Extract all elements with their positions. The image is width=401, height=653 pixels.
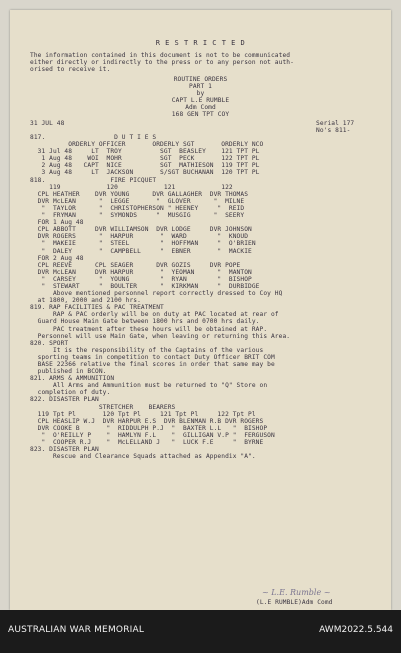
security-warning [30, 52, 294, 73]
body-line: 119 Tpt Pl 120 Tpt Pl 121 Tpt Pl 122 Tpt Pl [30, 410, 256, 418]
body-line: Rescue and Clearance Squads attached as Appendix "A". [30, 453, 256, 461]
body-line: CPL ABBOTT DVR WILLIAMSON DVR LODGE DVR JOHNSON [30, 226, 252, 234]
body-line: CPL HEASLIP W.J DVR HARPUR E.S DVR BLENMAN R.B DVR ROGERS [30, 417, 264, 425]
accession-number: AWM2022.5.544 [319, 625, 393, 635]
body-line: 820. SPORT [30, 339, 69, 347]
body-line: 119 120 121 122 [30, 183, 233, 191]
body-line: " STEWART " BOULTER " KIRKMAN " DURBIDGE [30, 282, 260, 290]
body-line: published in BCON. [30, 368, 107, 376]
body-line: 1 Aug 48 WOI MOHR SGT PECK 122 TPT PL [30, 155, 260, 163]
body-line: FOR 2 Aug 48 [30, 254, 84, 262]
body-line: ORDERLY OFFICER ORDERLY SGT ORDERLY NCO [30, 141, 264, 149]
body-line: 2 Aug 48 CAPT NICE SGT MATHIESON 119 TPT PL [30, 162, 260, 170]
body-line: 819. RAP FACILITIES & PAC TREATMENT [30, 304, 164, 312]
body-line: Above mentioned personnel report correctly dressed to Coy HQ [30, 290, 283, 298]
body-line: 817. D U T I E S [30, 134, 157, 141]
heading-line: ROUTINE ORDERS [173, 76, 228, 83]
body-line: at 1800, 2000 and 2100 hrs. [30, 297, 141, 305]
body-line: 818. FIRE PICQUET [30, 176, 157, 184]
handwritten-signature: ~ L.E. Rumble ~ [262, 588, 331, 597]
body-line: 822. DISASTER PLAN [30, 396, 99, 404]
document-date: 31 JUL 48 [30, 120, 65, 127]
body-line: 821. ARMS & AMMUNITION [30, 375, 115, 383]
body-line: FOR 1 Aug 48 [30, 219, 84, 227]
body-line: DVR McLEAN DVR HARPUR " YEOMAN " MANTON [30, 268, 252, 276]
classification-heading: R E S T R I C T E D [155, 39, 246, 47]
body-line: 3 Aug 48 LT JACKSON S/SGT BUCHANAN 120 TPT PL [30, 169, 260, 177]
body-line: DVR COOKE B " RIDDULPH P.J " BAXTER L.L " BISHOP [30, 424, 268, 432]
body-line: " FRYMAN " SYMONDS " MUSGIG " SEERY [30, 212, 245, 220]
body-line: " MAKEIE " STEEL " HOFFMAN " O'BRIEN [30, 240, 256, 248]
serial-number: Serial 177 [316, 120, 355, 127]
body-line: DVR McLEAN " LEGGE " GLOVER " MILNE [30, 197, 245, 205]
heading-line: by [196, 90, 205, 98]
archive-footer [0, 610, 401, 653]
body-line: 31 Jul 48 LT TROY SGT BEASLEY 121 TPT PL [30, 148, 260, 156]
body-line: All Arms and Ammunition must be returned to "Q" Store on [30, 382, 268, 390]
body-line: 823. DISASTER PLAN [30, 446, 99, 454]
body-line: completion of duty. [30, 389, 111, 397]
heading-line: Adm Comd [185, 104, 216, 112]
warning-line: orised to receive it. [30, 66, 111, 74]
body-line: Personnel will use Main Gate, when leaving or returning this Area. [30, 332, 291, 340]
body-line: " CARSEY " YOUNG " RYAN " BISHOP [30, 275, 252, 283]
serial-nos: No's 811- [316, 127, 351, 134]
institution-name: AUSTRALIAN WAR MEMORIAL [8, 625, 145, 635]
body-line: " COOPER R.J " McLELLAND J " LUCK F.E " BYRNE [30, 439, 264, 447]
body-line: It is the responsibility of the Captains of the various [30, 346, 264, 354]
heading-line: 168 GEN TPT COY [171, 111, 230, 119]
body-line: " DALEY " CAMPBELL " EBNER " MACKIE [30, 247, 252, 255]
body-line: CPL REEVE CPL SEAGER DVR GOZIS DVR POPE [30, 261, 241, 269]
document-page [10, 10, 391, 610]
orders-body [30, 134, 290, 460]
heading-line: PART 1 [189, 83, 212, 91]
body-line: BASE 22366 relative the final scores in order that same may be [30, 361, 275, 368]
body-line: PAC treatment after these hours will be obtained at RAP. [30, 325, 268, 333]
body-line: " TAYLOR " CHRISTOPHERSON " HEENEY " REID [30, 204, 245, 212]
warning-line: either directly or indirectly to the press or to any person not auth- [30, 59, 294, 67]
body-line: DVR ROGERS " HARPUR " WARD " KNOUD [30, 233, 249, 241]
body-line: CPL HEATHER DVR YOUNG DVR GALLAGHER DVR THOMAS [30, 190, 249, 198]
body-line: sporting teams in competition to contact Duty Officer BRIT COM [30, 353, 275, 361]
body-line: Guard House Main Gate between 1800 hrs and 0700 hrs daily. [30, 318, 260, 326]
orders-heading [10, 76, 391, 119]
heading-line: CAPT L.E RUMBLE [171, 97, 230, 105]
signature-block: (L.E RUMBLE)Adm Comd [256, 599, 333, 606]
warning-line: The information contained in this document is not to be communicated [30, 52, 291, 59]
body-line: RAP & PAC orderly will be on duty at PAC located at rear of [30, 311, 279, 319]
body-line: " O'REILLY P " HAMLYN F.L " GILLIGAN V.P " FERGUSON [30, 431, 275, 439]
body-line: STRETCHER BEARERS [30, 403, 176, 411]
